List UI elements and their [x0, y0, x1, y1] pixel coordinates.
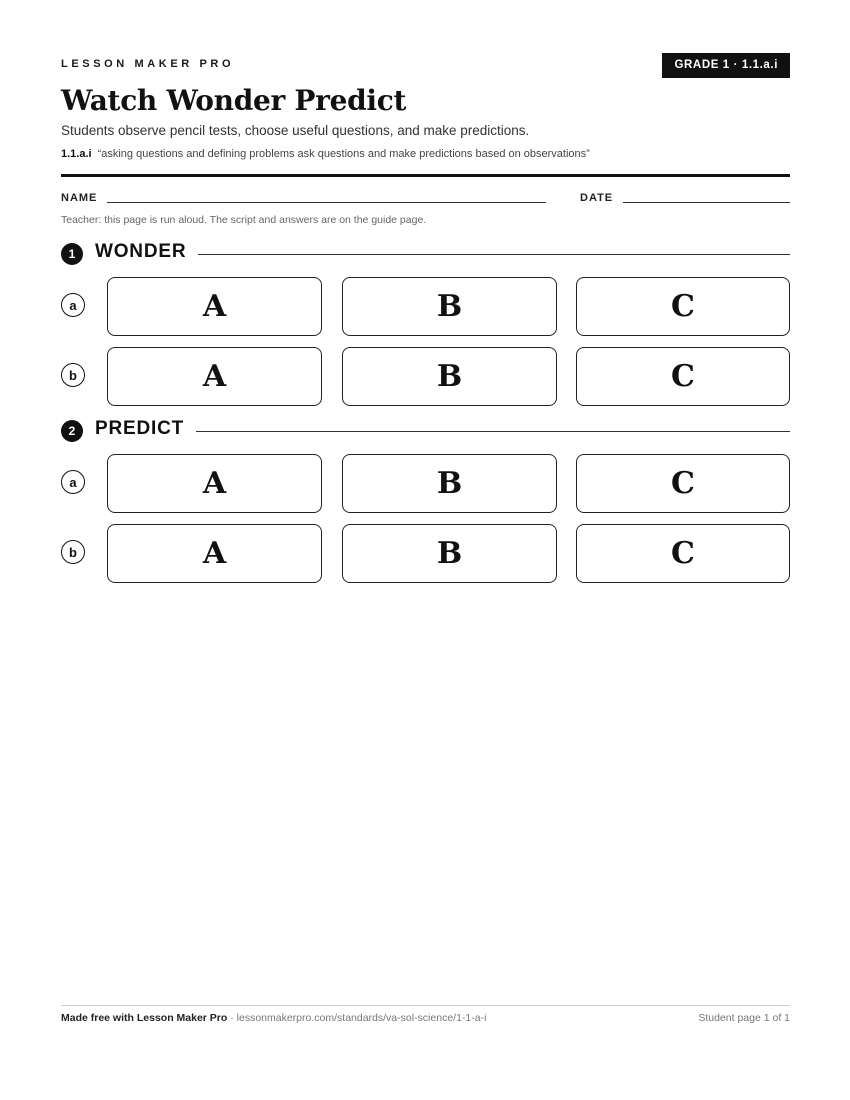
- grade-badge: GRADE 1 · 1.1.a.i: [662, 53, 790, 78]
- footer-credit: [61, 1012, 486, 1024]
- row-letter-badge: a: [61, 470, 85, 494]
- worksheet-page: [61, 0, 790, 1100]
- section-title: WONDER: [95, 241, 198, 263]
- choice-box-b[interactable]: B: [342, 454, 557, 513]
- section-number-badge: 1: [61, 243, 83, 265]
- section-predict-header: [61, 420, 790, 442]
- section-wonder-header: [61, 243, 790, 265]
- header-divider: [61, 174, 790, 177]
- choice-box-c[interactable]: C: [576, 347, 790, 406]
- row-letter-badge: b: [61, 540, 85, 564]
- section-title: PREDICT: [95, 418, 196, 440]
- choice-box-a[interactable]: A: [107, 347, 322, 406]
- choice-box-b[interactable]: B: [342, 277, 557, 336]
- date-field[interactable]: [623, 202, 790, 203]
- question-row-predict-b: [61, 524, 790, 584]
- row-letter-badge: b: [61, 363, 85, 387]
- footer-url[interactable]: lessonmakerpro.com/standards/va-sol-science/1-1-a-i: [236, 1012, 487, 1024]
- choice-box-c[interactable]: C: [576, 524, 790, 583]
- choice-box-a[interactable]: A: [107, 454, 322, 513]
- choice-box-a[interactable]: A: [107, 524, 322, 583]
- footer-page-label: Student page 1 of 1: [698, 1012, 790, 1024]
- standard-line: [61, 148, 590, 160]
- standard-text: “asking questions and defining problems ask questions and make predictions based on observations”: [97, 148, 590, 160]
- section-divider: [95, 254, 790, 255]
- footer-made-with: Made free with Lesson Maker Pro: [61, 1012, 228, 1024]
- name-label: NAME: [61, 192, 98, 204]
- choice-box-b[interactable]: B: [342, 524, 557, 583]
- choice-box-b[interactable]: B: [342, 347, 557, 406]
- question-row-wonder-a: [61, 277, 790, 337]
- brand-name: LESSON MAKER PRO: [61, 58, 235, 70]
- date-label: DATE: [580, 192, 614, 204]
- teacher-note: Teacher: this page is run aloud. The script and answers are on the guide page.: [61, 214, 427, 226]
- footer-separator: ·: [227, 1012, 237, 1024]
- standard-code: 1.1.a.i: [61, 148, 92, 160]
- row-letter-badge: a: [61, 293, 85, 317]
- name-field[interactable]: [107, 202, 546, 203]
- page-subtitle: Students observe pencil tests, choose useful questions, and make predictions.: [61, 123, 530, 138]
- choice-box-c[interactable]: C: [576, 454, 790, 513]
- question-row-predict-a: [61, 454, 790, 514]
- question-row-wonder-b: [61, 347, 790, 407]
- choice-box-a[interactable]: A: [107, 277, 322, 336]
- section-number-badge: 2: [61, 420, 83, 442]
- page-title: Watch Wonder Predict: [61, 84, 407, 117]
- section-divider: [95, 431, 790, 432]
- footer-divider: [61, 1005, 790, 1006]
- choice-box-c[interactable]: C: [576, 277, 790, 336]
